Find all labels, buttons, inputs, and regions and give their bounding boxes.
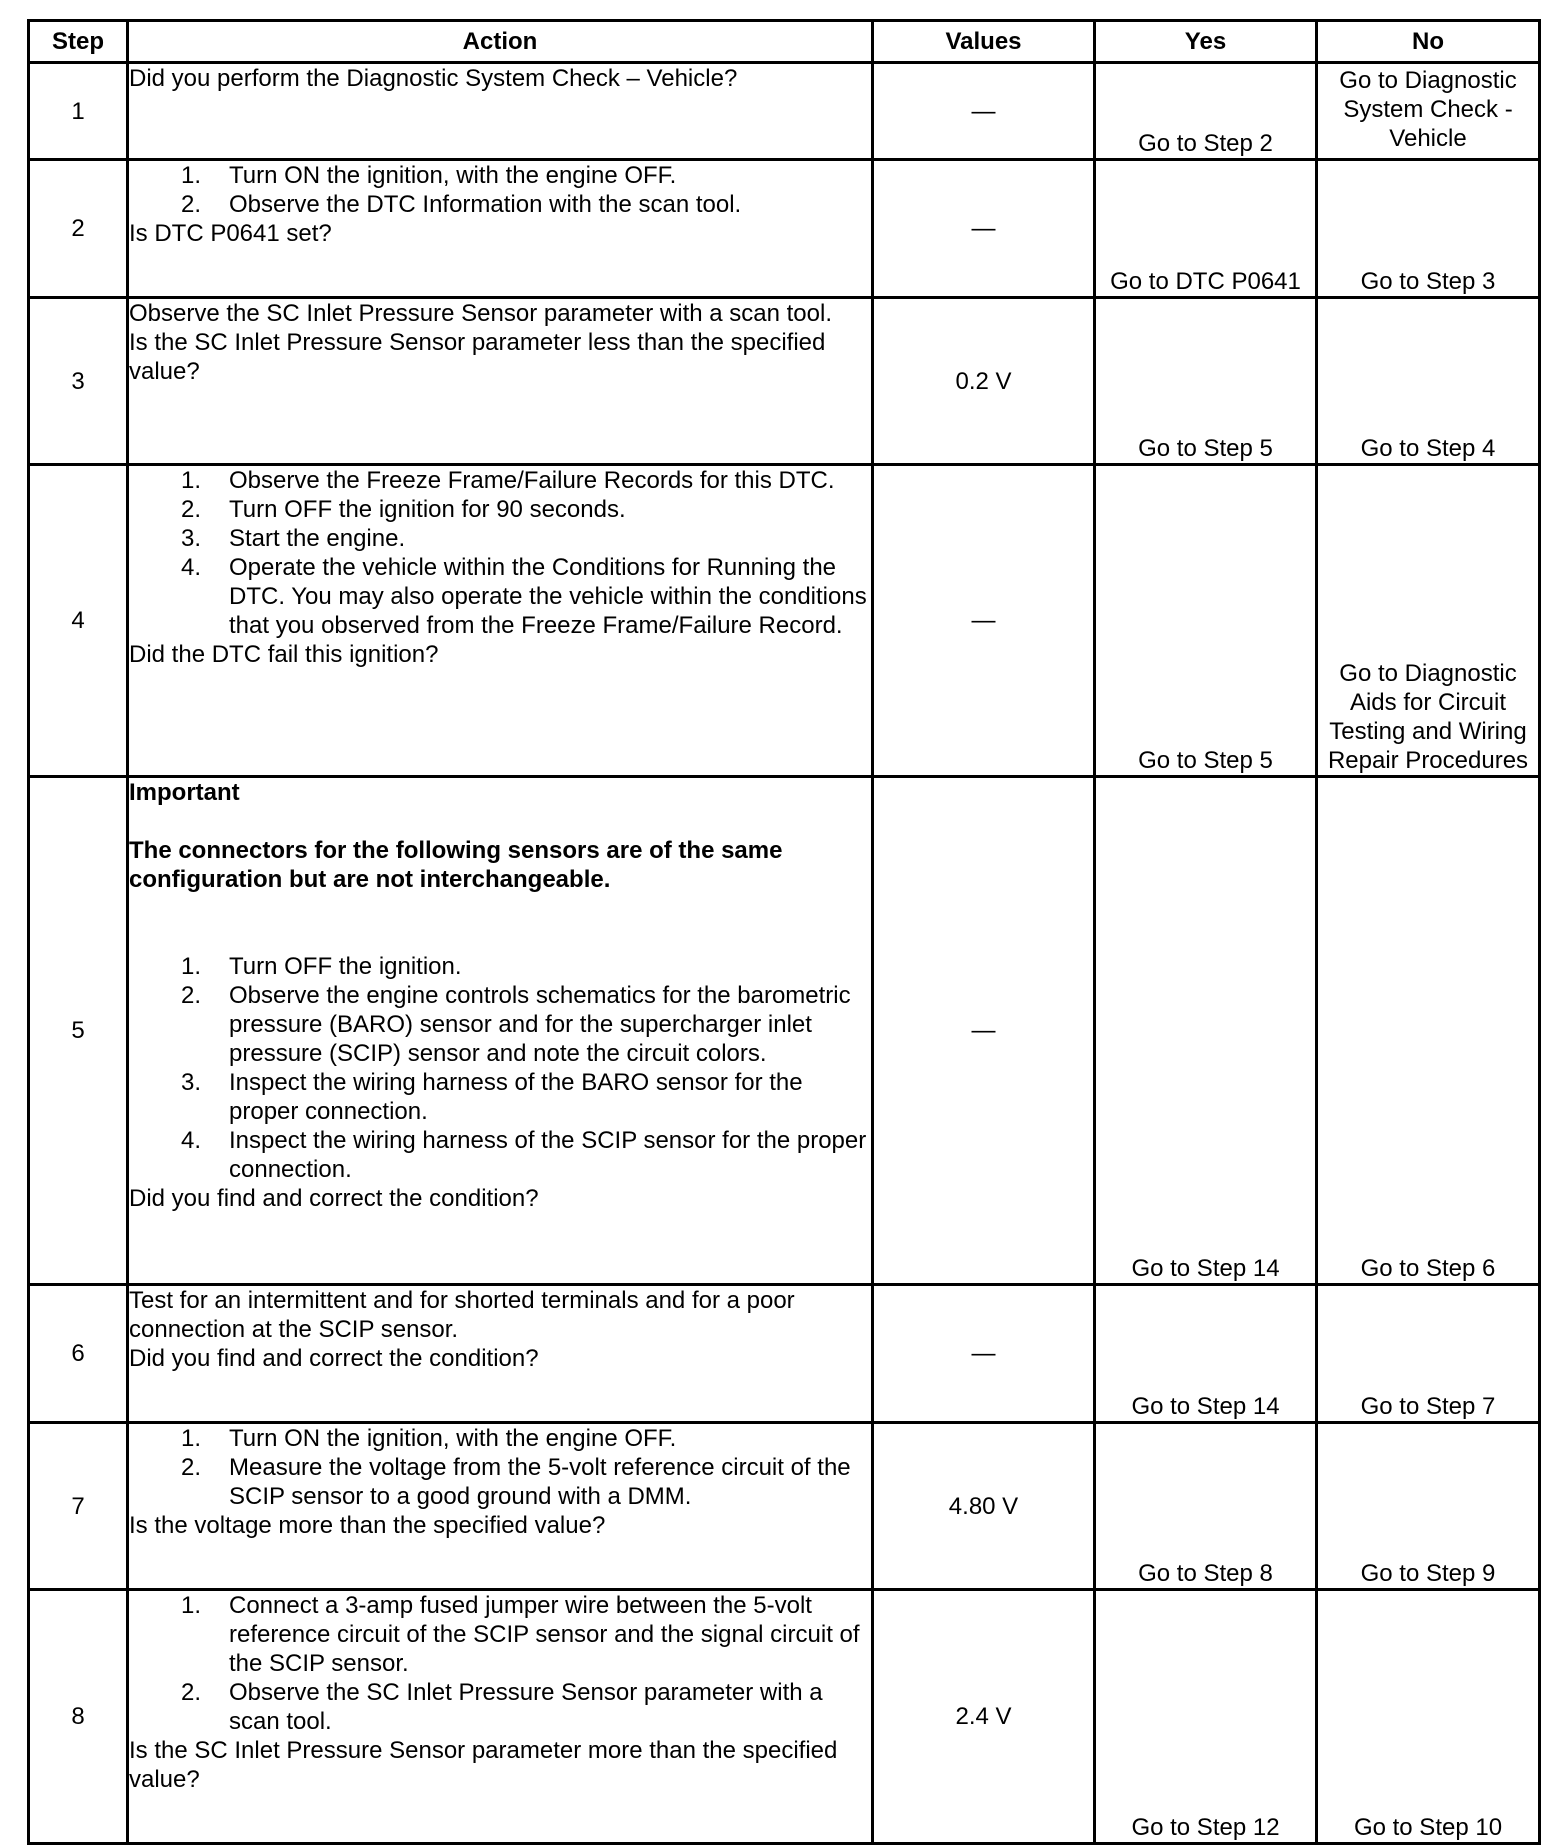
header-row xyxy=(29,21,1540,63)
header-values: Values xyxy=(873,21,1095,63)
list-item: 1. Turn ON the ignition, with the engine OFF. xyxy=(181,162,677,189)
step-number: 2 xyxy=(29,160,128,298)
action-cell xyxy=(128,1423,873,1590)
step-number: 7 xyxy=(29,1423,128,1590)
header-step: Step xyxy=(29,21,128,63)
action-question: Did you find and correct the condition? xyxy=(129,1185,539,1212)
step-number: 6 xyxy=(29,1285,128,1423)
yes-cell: Go to Step 8 xyxy=(1095,1423,1317,1590)
action-steps xyxy=(129,1424,871,1511)
value-cell: 2.4 V xyxy=(873,1590,1095,1844)
list-item: 2. Observe the SC Inlet Pressure Sensor parameter with a scan tool. xyxy=(181,1679,823,1735)
yes-cell: Go to DTC P0641 xyxy=(1095,160,1317,298)
yes-cell: Go to Step 14 xyxy=(1095,777,1317,1285)
list-item: 1. Turn OFF the ignition. xyxy=(181,953,462,980)
list-item: 2. Observe the DTC Information with the scan tool. xyxy=(181,191,742,218)
table-row xyxy=(29,1423,1540,1590)
action-body xyxy=(129,778,871,1184)
header-no: No xyxy=(1317,21,1540,63)
value-cell: — xyxy=(873,777,1095,1285)
step-number: 1 xyxy=(29,63,128,160)
list-item: 4. Inspect the wiring harness of the SCIP sensor for the proper connection. xyxy=(181,1127,867,1183)
value-cell: 4.80 V xyxy=(873,1423,1095,1590)
action-cell xyxy=(128,777,873,1285)
action-steps xyxy=(129,952,871,1184)
action-question: Is the SC Inlet Pressure Sensor parameter less than the specified value? xyxy=(129,329,826,385)
value-cell: — xyxy=(873,160,1095,298)
table-row xyxy=(29,465,1540,777)
yes-cell: Go to Step 14 xyxy=(1095,1285,1317,1423)
action-question: Is the SC Inlet Pressure Sensor parameter more than the specified value? xyxy=(129,1737,838,1793)
list-item: 2. Turn OFF the ignition for 90 seconds. xyxy=(181,496,626,523)
value-cell: — xyxy=(873,1285,1095,1423)
action-cell xyxy=(128,1590,873,1844)
yes-cell: Go to Step 2 xyxy=(1095,63,1317,160)
yes-cell: Go to Step 12 xyxy=(1095,1590,1317,1844)
no-cell: Go to Diagnostic Aids for Circuit Testing and Wiring Repair Procedures xyxy=(1317,465,1540,777)
list-item: 1. Observe the Freeze Frame/Failure Records for this DTC. xyxy=(181,467,835,494)
table-row xyxy=(29,777,1540,1285)
list-item: 1. Connect a 3-amp fused jumper wire between the 5-volt reference circuit of the SCIP sensor and the signal circuit of the SCIP sensor. xyxy=(181,1592,860,1677)
table-row xyxy=(29,160,1540,298)
yes-cell: Go to Step 5 xyxy=(1095,465,1317,777)
action-question: Did you find and correct the condition? xyxy=(129,1345,539,1372)
table-row xyxy=(29,1590,1540,1844)
list-item: 3. Inspect the wiring harness of the BARO sensor for the proper connection. xyxy=(181,1069,803,1125)
diagnostic-table xyxy=(27,19,1541,1845)
step-number: 3 xyxy=(29,298,128,465)
no-cell: Go to Step 9 xyxy=(1317,1423,1540,1590)
step-number: 8 xyxy=(29,1590,128,1844)
action-steps xyxy=(129,161,871,219)
header-yes: Yes xyxy=(1095,21,1317,63)
header-action: Action xyxy=(128,21,873,63)
action-question: Did the DTC fail this ignition? xyxy=(129,641,439,668)
action-question: Is DTC P0641 set? xyxy=(129,220,332,247)
step-number: 4 xyxy=(29,465,128,777)
list-item: 2. Observe the engine controls schematics for the barometric pressure (BARO) sensor and for the supercharger inlet pressure (SCIP) sensor and note the circuit colors. xyxy=(181,982,851,1067)
list-item: 1. Turn ON the ignition, with the engine OFF. xyxy=(181,1425,677,1452)
action-cell xyxy=(128,63,873,160)
action-intro: Observe the SC Inlet Pressure Sensor parameter with a scan tool. xyxy=(129,300,832,327)
table-row xyxy=(29,1285,1540,1423)
value-cell: — xyxy=(873,63,1095,160)
important-label: Important xyxy=(129,779,240,806)
action-steps xyxy=(129,466,871,640)
action-cell xyxy=(128,465,873,777)
value-cell: — xyxy=(873,465,1095,777)
list-item: 4. Operate the vehicle within the Conditions for Running the DTC. You may also operate the vehicle within the conditions that you observed from the Freeze Frame/Failure Record. xyxy=(181,554,867,639)
action-cell xyxy=(128,160,873,298)
diagnostic-sheet xyxy=(27,19,1541,1845)
yes-cell: Go to Step 5 xyxy=(1095,298,1317,465)
action-cell xyxy=(128,298,873,465)
table-row xyxy=(29,298,1540,465)
no-cell: Go to Step 10 xyxy=(1317,1590,1540,1844)
no-cell: Go to Diagnostic System Check - Vehicle xyxy=(1317,63,1540,160)
action-steps xyxy=(129,1591,871,1736)
no-cell: Go to Step 6 xyxy=(1317,777,1540,1285)
value-cell: 0.2 V xyxy=(873,298,1095,465)
action-intro: Test for an intermittent and for shorted terminals and for a poor connection at the SCIP sensor. xyxy=(129,1287,795,1343)
action-cell xyxy=(128,1285,873,1423)
step-number: 5 xyxy=(29,777,128,1285)
list-item: 2. Measure the voltage from the 5-volt reference circuit of the SCIP sensor to a good ground with a DMM. xyxy=(181,1454,851,1510)
list-item: 3. Start the engine. xyxy=(181,525,406,552)
action-question: Is the voltage more than the specified value? xyxy=(129,1512,606,1539)
table-row xyxy=(29,63,1540,160)
no-cell: Go to Step 4 xyxy=(1317,298,1540,465)
action-question: Did you perform the Diagnostic System Check – Vehicle? xyxy=(129,65,738,92)
important-text: The connectors for the following sensors are of the same configuration but are not interchangeable. xyxy=(129,837,783,893)
no-cell: Go to Step 3 xyxy=(1317,160,1540,298)
no-cell: Go to Step 7 xyxy=(1317,1285,1540,1423)
